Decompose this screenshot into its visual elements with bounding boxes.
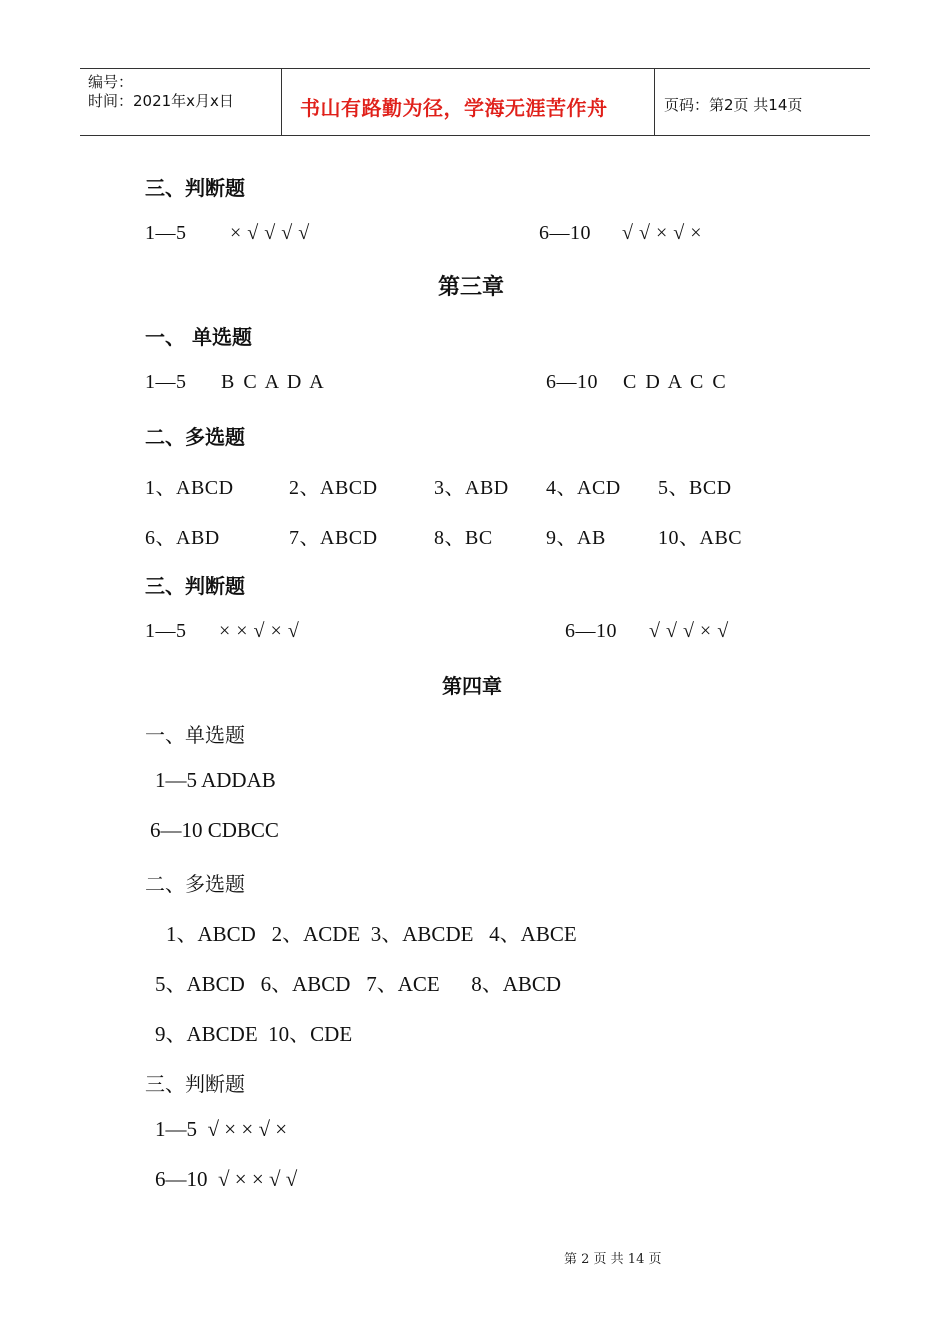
page-info: 页码：第2页 共14页 bbox=[664, 96, 803, 114]
ch3-single-1-5: B C A D A bbox=[221, 371, 326, 393]
page-footer: 第 2 页 共 14 页 bbox=[564, 1252, 662, 1267]
ch2-judge-1-5: × √ √ √ √ bbox=[230, 222, 310, 244]
header-divider-right bbox=[654, 69, 655, 136]
header-bottom-border bbox=[80, 135, 870, 136]
ch2-judge-6-10: √ √ × √ × bbox=[622, 222, 702, 244]
chapter3-title: 第三章 bbox=[438, 275, 505, 300]
time-label: 时间：2021年x月x日 bbox=[88, 92, 234, 110]
ch3-multi-item: 3、ABD bbox=[434, 477, 509, 499]
ch3-single-6-10-range: 6—10 bbox=[546, 371, 598, 393]
ch4-judge-1-5: 1—5 √ × × √ × bbox=[155, 1117, 288, 1141]
ch3-single-6-10: C D A C C bbox=[623, 371, 728, 393]
chapter4-title: 第四章 bbox=[442, 674, 502, 698]
ch4-single-1-5: 1—5 ADDAB bbox=[155, 768, 276, 792]
ch3-multi-item: 2、ABCD bbox=[289, 477, 378, 499]
ch3-multi-item: 4、ACD bbox=[546, 477, 621, 499]
ch4-multi-line: 9、ABCDE 10、CDE bbox=[155, 1022, 353, 1046]
ch3-judge-1-5-range: 1—5 bbox=[145, 620, 187, 642]
ch3-multi-item: 6、ABD bbox=[145, 527, 220, 549]
header-divider-left bbox=[281, 69, 282, 136]
ch3-judge-6-10-range: 6—10 bbox=[565, 620, 617, 642]
ch2-judge-title: 三、判断题 bbox=[145, 176, 245, 200]
ch4-single-6-10: 6—10 CDBCC bbox=[150, 818, 279, 842]
ch4-multi-line: 1、ABCD 2、ACDE 3、ABCDE 4、ABCE bbox=[166, 922, 577, 946]
ch3-multi-item: 9、AB bbox=[546, 527, 606, 549]
motto: 书山有路勤为径，学海无涯苦作舟 bbox=[300, 96, 608, 120]
ch3-multi-item: 8、BC bbox=[434, 527, 493, 549]
ch3-judge-title: 三、判断题 bbox=[145, 574, 245, 598]
header-top-border bbox=[80, 68, 870, 69]
ch3-single-title: 一、 单选题 bbox=[145, 325, 252, 349]
ch3-judge-1-5: × × √ × √ bbox=[219, 620, 300, 642]
ch2-judge-6-10-range: 6—10 bbox=[539, 222, 591, 244]
ch4-judge-6-10: 6—10 √ × × √ √ bbox=[155, 1167, 298, 1191]
ch3-multi-item: 1、ABCD bbox=[145, 477, 234, 499]
ch3-single-1-5-range: 1—5 bbox=[145, 371, 187, 393]
ch4-multi-title: 二、多选题 bbox=[145, 872, 245, 896]
ch3-multi-item: 10、ABC bbox=[658, 527, 743, 549]
ch3-multi-item: 7、ABCD bbox=[289, 527, 378, 549]
ch4-judge-title: 三、判断题 bbox=[145, 1072, 245, 1096]
ch3-multi-title: 二、多选题 bbox=[145, 425, 245, 449]
ch4-multi-line: 5、ABCD 6、ABCD 7、ACE 8、ABCD bbox=[155, 972, 562, 996]
ch3-judge-6-10: √ √ √ × √ bbox=[649, 620, 729, 642]
ch2-judge-1-5-range: 1—5 bbox=[145, 222, 187, 244]
serial-label: 编号： bbox=[88, 73, 134, 91]
ch3-multi-item: 5、BCD bbox=[658, 477, 732, 499]
ch4-single-title: 一、单选题 bbox=[145, 723, 245, 747]
